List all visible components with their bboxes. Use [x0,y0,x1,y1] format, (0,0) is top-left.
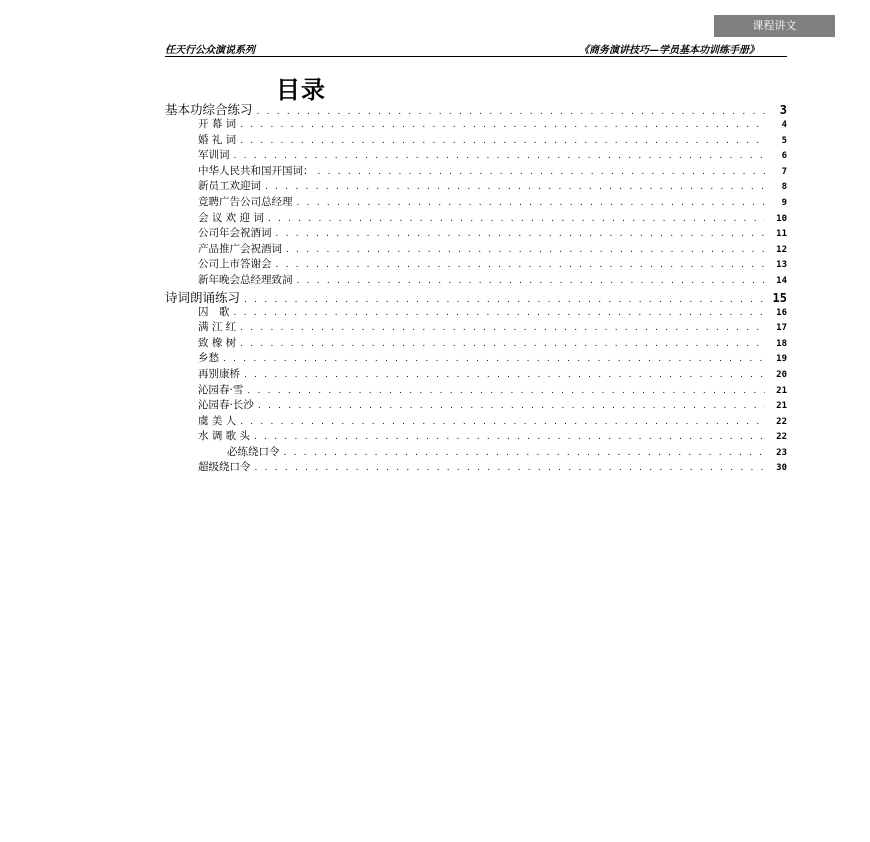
toc-entry[interactable] [165,319,787,335]
toc-entry-label: 新员工欢迎词 [198,180,261,193]
toc-entry-label: 产品推广会祝酒词 [198,242,282,255]
toc-page-number: 5 [781,135,787,146]
toc-entry[interactable] [165,272,787,288]
toc-entry-label: 囚 歌 [198,305,230,318]
toc-entry-label: 满 江 红 [198,321,237,334]
toc-dot-leader [240,339,765,349]
toc-dot-leader [284,448,766,458]
toc-entry[interactable] [165,382,787,398]
toc-entry-label: 军训词 [198,149,230,162]
toc-dot-leader [297,198,766,208]
toc-page-number: 4 [781,120,787,130]
toc-entry[interactable] [165,210,787,226]
toc-page-number: 17 [776,323,787,334]
toc-entry-label: 开 幕 词 [198,118,237,130]
header-book-title: 《商务演讲技巧—学员基本功训练手册》 [579,45,759,56]
toc-dot-leader [286,245,765,255]
toc-page-number: 3 [779,103,787,117]
toc-dot-leader [247,386,765,396]
toc-entry-label: 虞 美 人 [198,414,237,427]
toc-entry-label: 再别康桥 [198,367,240,380]
toc-dot-leader [234,308,766,318]
toc-entry-label: 致 橡 树 [198,336,237,349]
toc-dot-leader [258,401,765,411]
toc-page-number: 30 [776,463,787,474]
toc-dot-leader [276,229,766,239]
toc-dot-leader [257,107,765,117]
toc-page-number: 21 [776,401,787,412]
toc-dot-leader [265,182,765,192]
toc-entry-label: 超级绕口令 [198,461,251,474]
toc-entry[interactable] [165,225,787,241]
page-header [165,41,787,57]
toc-entry[interactable] [165,116,787,132]
toc-entry[interactable] [165,241,787,257]
toc-page-number: 23 [776,447,787,458]
toc-entry-label: 新年晚会总经理致詞 [198,273,293,286]
toc-dot-leader [268,214,765,224]
toc-page-number: 8 [781,182,787,193]
table-of-contents [165,100,787,475]
toc-dot-leader [254,432,765,442]
toc-entry-label: 诗词朗诵练习 [165,289,241,305]
toc-page-number: 6 [781,151,787,162]
toc-entry[interactable] [165,428,787,444]
toc-entry-label: 中华人民共和国开国词： [198,164,314,177]
toc-page-number: 19 [776,354,787,365]
toc-entry-label: 沁园春·雪 [198,383,244,396]
toc-section-entry[interactable] [165,100,787,116]
toc-entry-label: 必练绕口令 [227,445,280,458]
toc-entry[interactable] [165,132,787,148]
toc-entry[interactable] [165,366,787,382]
toc-page-number: 7 [781,166,787,177]
toc-dot-leader [244,370,765,380]
toc-dot-leader [234,151,766,161]
toc-entry[interactable] [165,304,787,320]
toc-entry[interactable] [165,256,787,272]
toc-page-number: 20 [776,369,787,380]
toc-dot-leader [240,136,765,146]
toc-entry[interactable] [165,444,787,460]
toc-dot-leader [297,276,766,286]
toc-page-number: 11 [776,229,787,240]
toc-page-number: 21 [776,385,787,396]
toc-dot-leader [276,260,766,270]
toc-entry[interactable] [165,163,787,179]
toc-entry[interactable] [165,413,787,429]
toc-entry-label: 会 议 欢 迎 词 [198,211,264,224]
toc-dot-leader [240,417,765,427]
toc-entry[interactable] [165,147,787,163]
toc-entry-label: 竞聘广告公司总经理 [198,195,293,208]
toc-dot-leader [255,463,766,473]
toc-page-number: 22 [776,416,787,427]
toc-entry-label: 公司年会祝酒词 [198,227,272,240]
toc-page-number: 18 [776,338,787,349]
toc-entry-label: 婚 礼 词 [198,133,237,146]
toc-dot-leader [240,120,765,130]
toc-dot-leader [240,323,765,333]
toc-page-number: 10 [776,213,787,224]
toc-page-number: 16 [776,307,787,318]
course-badge: 课程讲文 [714,15,835,37]
header-series-title: 任天行公众演说系列 [165,45,255,56]
toc-entry[interactable] [165,335,787,351]
toc-page-number: 15 [772,290,787,305]
toc-entry-label: 公司上市答谢会 [198,258,272,271]
toc-dot-leader [223,354,765,364]
toc-entry[interactable] [165,194,787,210]
toc-dot-leader [318,167,766,177]
toc-section-entry[interactable] [165,288,787,304]
toc-page-number: 12 [776,244,787,255]
toc-entry-label: 乡愁 [198,352,219,365]
toc-page-number: 9 [781,197,787,208]
toc-page-number: 14 [776,275,787,286]
toc-entry-label: 基本功综合练习 [165,102,253,117]
toc-dot-leader [244,295,765,305]
toc-entry[interactable] [165,397,787,413]
toc-entry-label: 水 调 歌 头 [198,430,251,443]
toc-entry[interactable] [165,350,787,366]
toc-page-number: 22 [776,432,787,443]
toc-entry-label: 沁园春·长沙 [198,399,254,412]
toc-entry[interactable] [165,459,787,475]
toc-title: 目录 [276,76,326,104]
toc-entry[interactable] [165,178,787,194]
toc-page-number: 13 [776,260,787,271]
